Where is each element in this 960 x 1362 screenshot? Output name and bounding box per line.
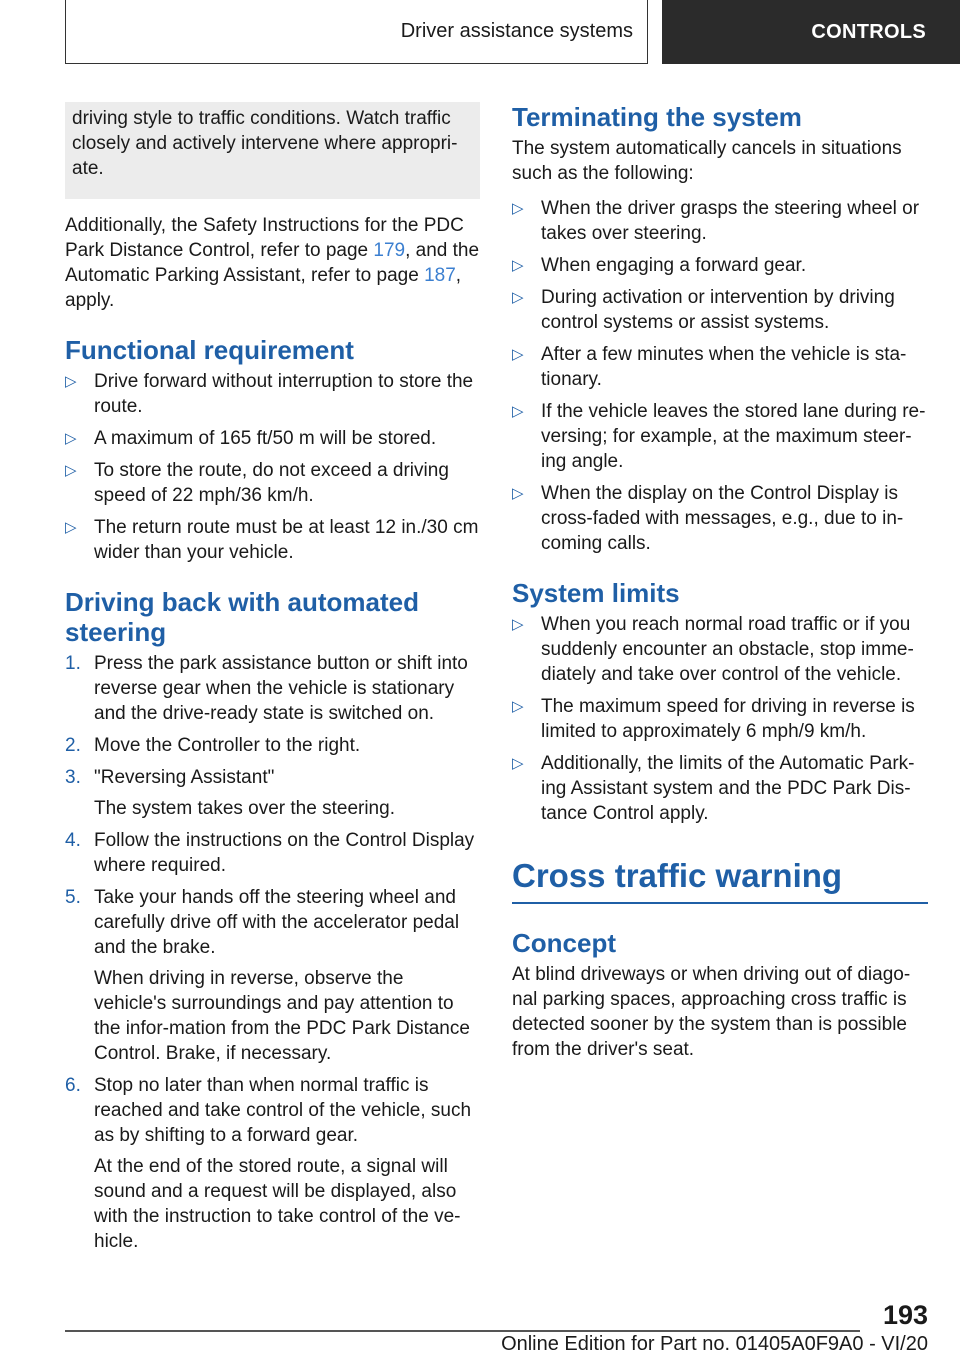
page-link-179[interactable]: 179 [373, 240, 406, 261]
step-subtext: The system takes over the steering. [94, 798, 395, 819]
triangle-bullet-icon: ▷ [512, 289, 524, 306]
step-number: 1. [65, 653, 81, 674]
system-limits-list [512, 612, 928, 826]
triangle-bullet-icon: ▷ [512, 698, 524, 715]
left-column [65, 102, 480, 1261]
list-item [65, 458, 480, 508]
step-item [65, 733, 480, 758]
header-chapter-tab [662, 0, 960, 64]
list-item [512, 751, 928, 826]
functional-requirement-heading: Functional requirement [65, 335, 354, 365]
list-item-text: After a few minutes when the vehicle is sta-tionary. [541, 344, 907, 390]
triangle-bullet-icon: ▷ [512, 346, 524, 363]
step-text: "Reversing Assistant" [94, 767, 275, 788]
page-link-187[interactable]: 187 [424, 265, 456, 286]
list-item [512, 481, 928, 556]
triangle-bullet-icon: ▷ [65, 373, 77, 390]
list-item-text: If the vehicle leaves the stored lane during re-versing; for example, at the maximum steer-ing angle. [541, 401, 926, 472]
terminating-list [512, 196, 928, 556]
list-item [512, 196, 928, 246]
list-item-text: When the driver grasps the steering wheel or takes over steering. [541, 198, 920, 244]
triangle-bullet-icon: ▷ [65, 519, 77, 536]
driving-back-steps [65, 651, 480, 1254]
cross-traffic-heading: Cross traffic warning [512, 856, 928, 904]
system-limits-heading: System limits [512, 578, 680, 608]
para-text: Additionally, the Safety Instructions for the PDC Park Distance Control, refer to page [65, 215, 464, 261]
note-text: driving style to traffic conditions. Watch traffic closely and actively intervene where appropri-ate. [72, 108, 458, 179]
step-number: 4. [65, 830, 81, 851]
triangle-bullet-icon: ▷ [65, 462, 77, 479]
step-number: 6. [65, 1075, 81, 1096]
right-column [512, 102, 928, 1076]
para-text: , apply. [65, 265, 462, 311]
list-item [512, 253, 928, 278]
triangle-bullet-icon: ▷ [65, 430, 77, 447]
list-item-text: The maximum speed for driving in reverse is limited to approximately 6 mph/9 km/h. [541, 696, 915, 742]
step-text: Stop no later than when normal traffic is reached and take control of the vehicle, such as by shifting to a forward gear. [94, 1075, 472, 1146]
footer-divider [65, 1330, 860, 1332]
step-number: 5. [65, 887, 81, 908]
triangle-bullet-icon: ▷ [512, 257, 524, 274]
page-number: 193 [882, 1300, 928, 1330]
list-item-text: A maximum of 165 ft/50 m will be stored. [94, 428, 437, 449]
concept-heading: Concept [512, 928, 616, 958]
triangle-bullet-icon: ▷ [512, 755, 524, 772]
list-item [65, 426, 480, 451]
footer-edition: Online Edition for Part no. 01405A0F9A0 - VI/20 [501, 1333, 928, 1355]
step-subtext: When driving in reverse, observe the vehicle's surroundings and pay attention to the infor-mation from the PDC Park Distance Control. Brake, if necessary. [94, 968, 470, 1064]
step-text: Move the Controller to the right. [94, 735, 361, 756]
functional-requirement-list [65, 369, 480, 565]
triangle-bullet-icon: ▷ [512, 200, 524, 217]
safety-note-box [65, 102, 480, 199]
list-item-text: To store the route, do not exceed a driving speed of 22 mph/36 km/h. [94, 460, 449, 506]
step-text: Take your hands off the steering wheel and carefully drive off with the accelerator pedal and the brake. [94, 887, 460, 958]
list-item-text: When you reach normal road traffic or if you suddenly encounter an obstacle, stop imme-diately and take over control of the vehicle. [541, 614, 914, 685]
list-item [65, 515, 480, 565]
triangle-bullet-icon: ▷ [512, 485, 524, 502]
chapter-label: CONTROLS [811, 20, 926, 43]
list-item-text: During activation or intervention by driving control systems or assist systems. [541, 287, 895, 333]
safety-paragraph [65, 213, 480, 313]
header-section-title [65, 0, 648, 64]
step-item [65, 765, 480, 821]
list-item [512, 285, 928, 335]
triangle-bullet-icon: ▷ [512, 616, 524, 633]
step-item [65, 1073, 480, 1254]
list-item [512, 612, 928, 687]
list-item [512, 399, 928, 474]
section-label: Driver assistance systems [400, 20, 633, 42]
triangle-bullet-icon: ▷ [512, 403, 524, 420]
list-item [512, 694, 928, 744]
para-text: , and the Automatic Parking Assistant, refer to page [65, 240, 480, 286]
step-item [65, 885, 480, 1066]
step-number: 3. [65, 767, 81, 788]
list-item-text: Drive forward without interruption to store the route. [94, 371, 474, 417]
step-number: 2. [65, 735, 81, 756]
list-item [65, 369, 480, 419]
terminating-heading: Terminating the system [512, 102, 802, 132]
step-text: Press the park assistance button or shift into reverse gear when the vehicle is stationary and the drive-ready state is switched on. [94, 653, 468, 724]
step-item [65, 828, 480, 878]
list-item-text: The return route must be at least 12 in./30 cm wider than your vehicle. [94, 517, 479, 563]
list-item-text: Additionally, the limits of the Automatic Park-ing Assistant system and the PDC Park Dis-tance Control apply. [541, 753, 915, 824]
list-item-text: When the display on the Control Display is cross-faded with messages, e.g., due to in-coming calls. [541, 483, 904, 554]
driving-back-heading: Driving back with automated steering [65, 587, 419, 647]
step-subtext: At the end of the stored route, a signal will sound and a request will be displayed, also with the instruction to take control of the ve-hicle. [94, 1156, 461, 1252]
concept-text: At blind driveways or when driving out of diago-nal parking spaces, approaching cross traffic is detected sooner by the system than is possible from the driver's seat. [512, 964, 911, 1060]
step-item [65, 651, 480, 726]
list-item [512, 342, 928, 392]
step-text: Follow the instructions on the Control Display where required. [94, 830, 475, 876]
terminating-intro: The system automatically cancels in situations such as the following: [512, 138, 902, 184]
list-item-text: When engaging a forward gear. [541, 255, 807, 276]
